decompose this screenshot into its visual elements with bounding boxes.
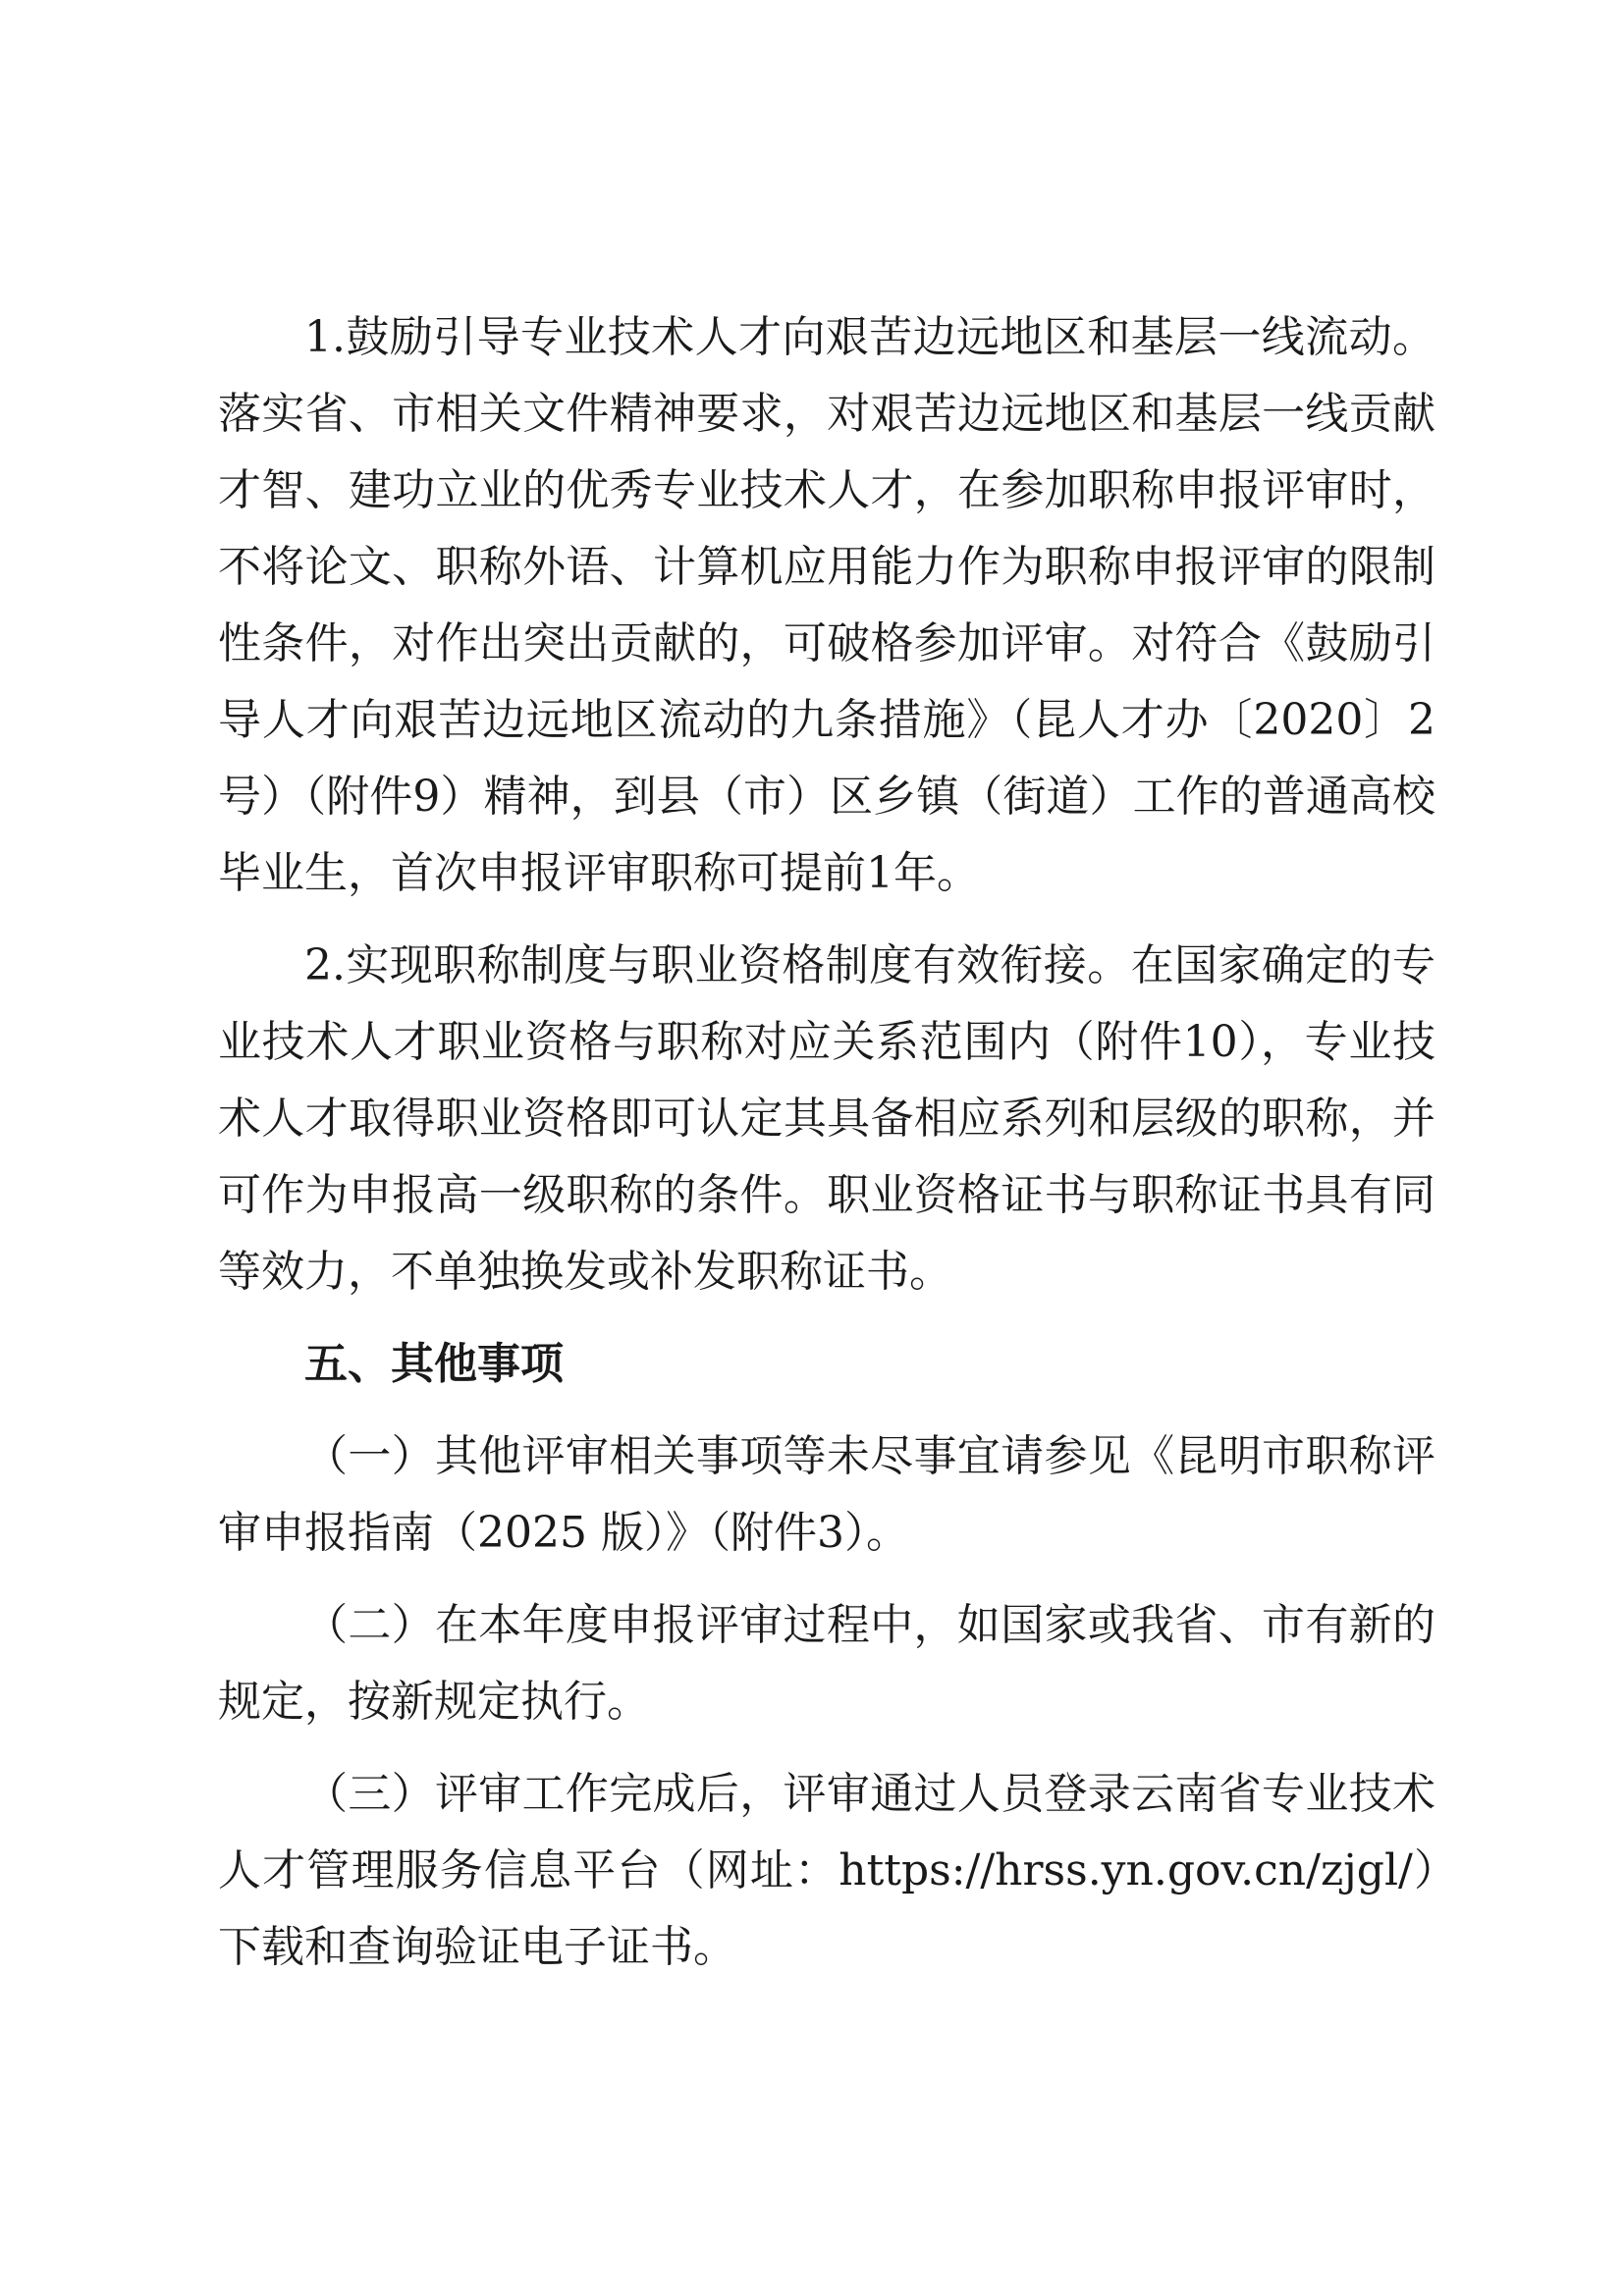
paragraph-talent-flow: 1.鼓励引导专业技术人才向艰苦边远地区和基层一线流动。落实省、市相关文件精神要求，对艰苦边远地区和基层一线贡献才智、建功立业的优秀专业技术人才，在参加职称申报评审时，不将论文、职称外语、计算机应用能力作为职称申报评审的限制性条件，对作出突出贡献的，可破格参加评审。对符合《鼓励引导人才向艰苦边远地区流动的九条措施》（昆人才办〔2020〕2号）（附件9）精神，到县（市）区乡镇（街道）工作的普通高校毕业生，首次申报评审职称可提前1年。 (218, 312, 1435, 898)
paragraph-item-2: （二）在本年度申报评审过程中，如国家或我省、市有新的规定，按新规定执行。 (218, 1600, 1435, 1727)
document-body (218, 299, 1435, 1986)
paragraph-item-3: （三）评审工作完成后，评审通过人员登录云南省专业技术人才管理服务信息平台（网址：https://hrss.yn.gov.cn/zjgl/）下载和查询验证电子证书。 (218, 1769, 1435, 1972)
paragraph-qualification-link: 2.实现职称制度与职业资格制度有效衔接。在国家确定的专业技术人才职业资格与职称对应关系范围内（附件10），专业技术人才取得职业资格即可认定其具备相应系列和层级的职称，并可作为申报高一级职称的条件。职业资格证书与职称证书具有同等效力，不单独换发或补发职称证书。 (218, 940, 1435, 1297)
section-heading-other-matters: 五、其他事项 (304, 1339, 564, 1389)
paragraph-item-1: （一）其他评审相关事项等未尽事宜请参见《昆明市职称评审申报指南（2025 版）》（附件3）。 (218, 1431, 1435, 1558)
